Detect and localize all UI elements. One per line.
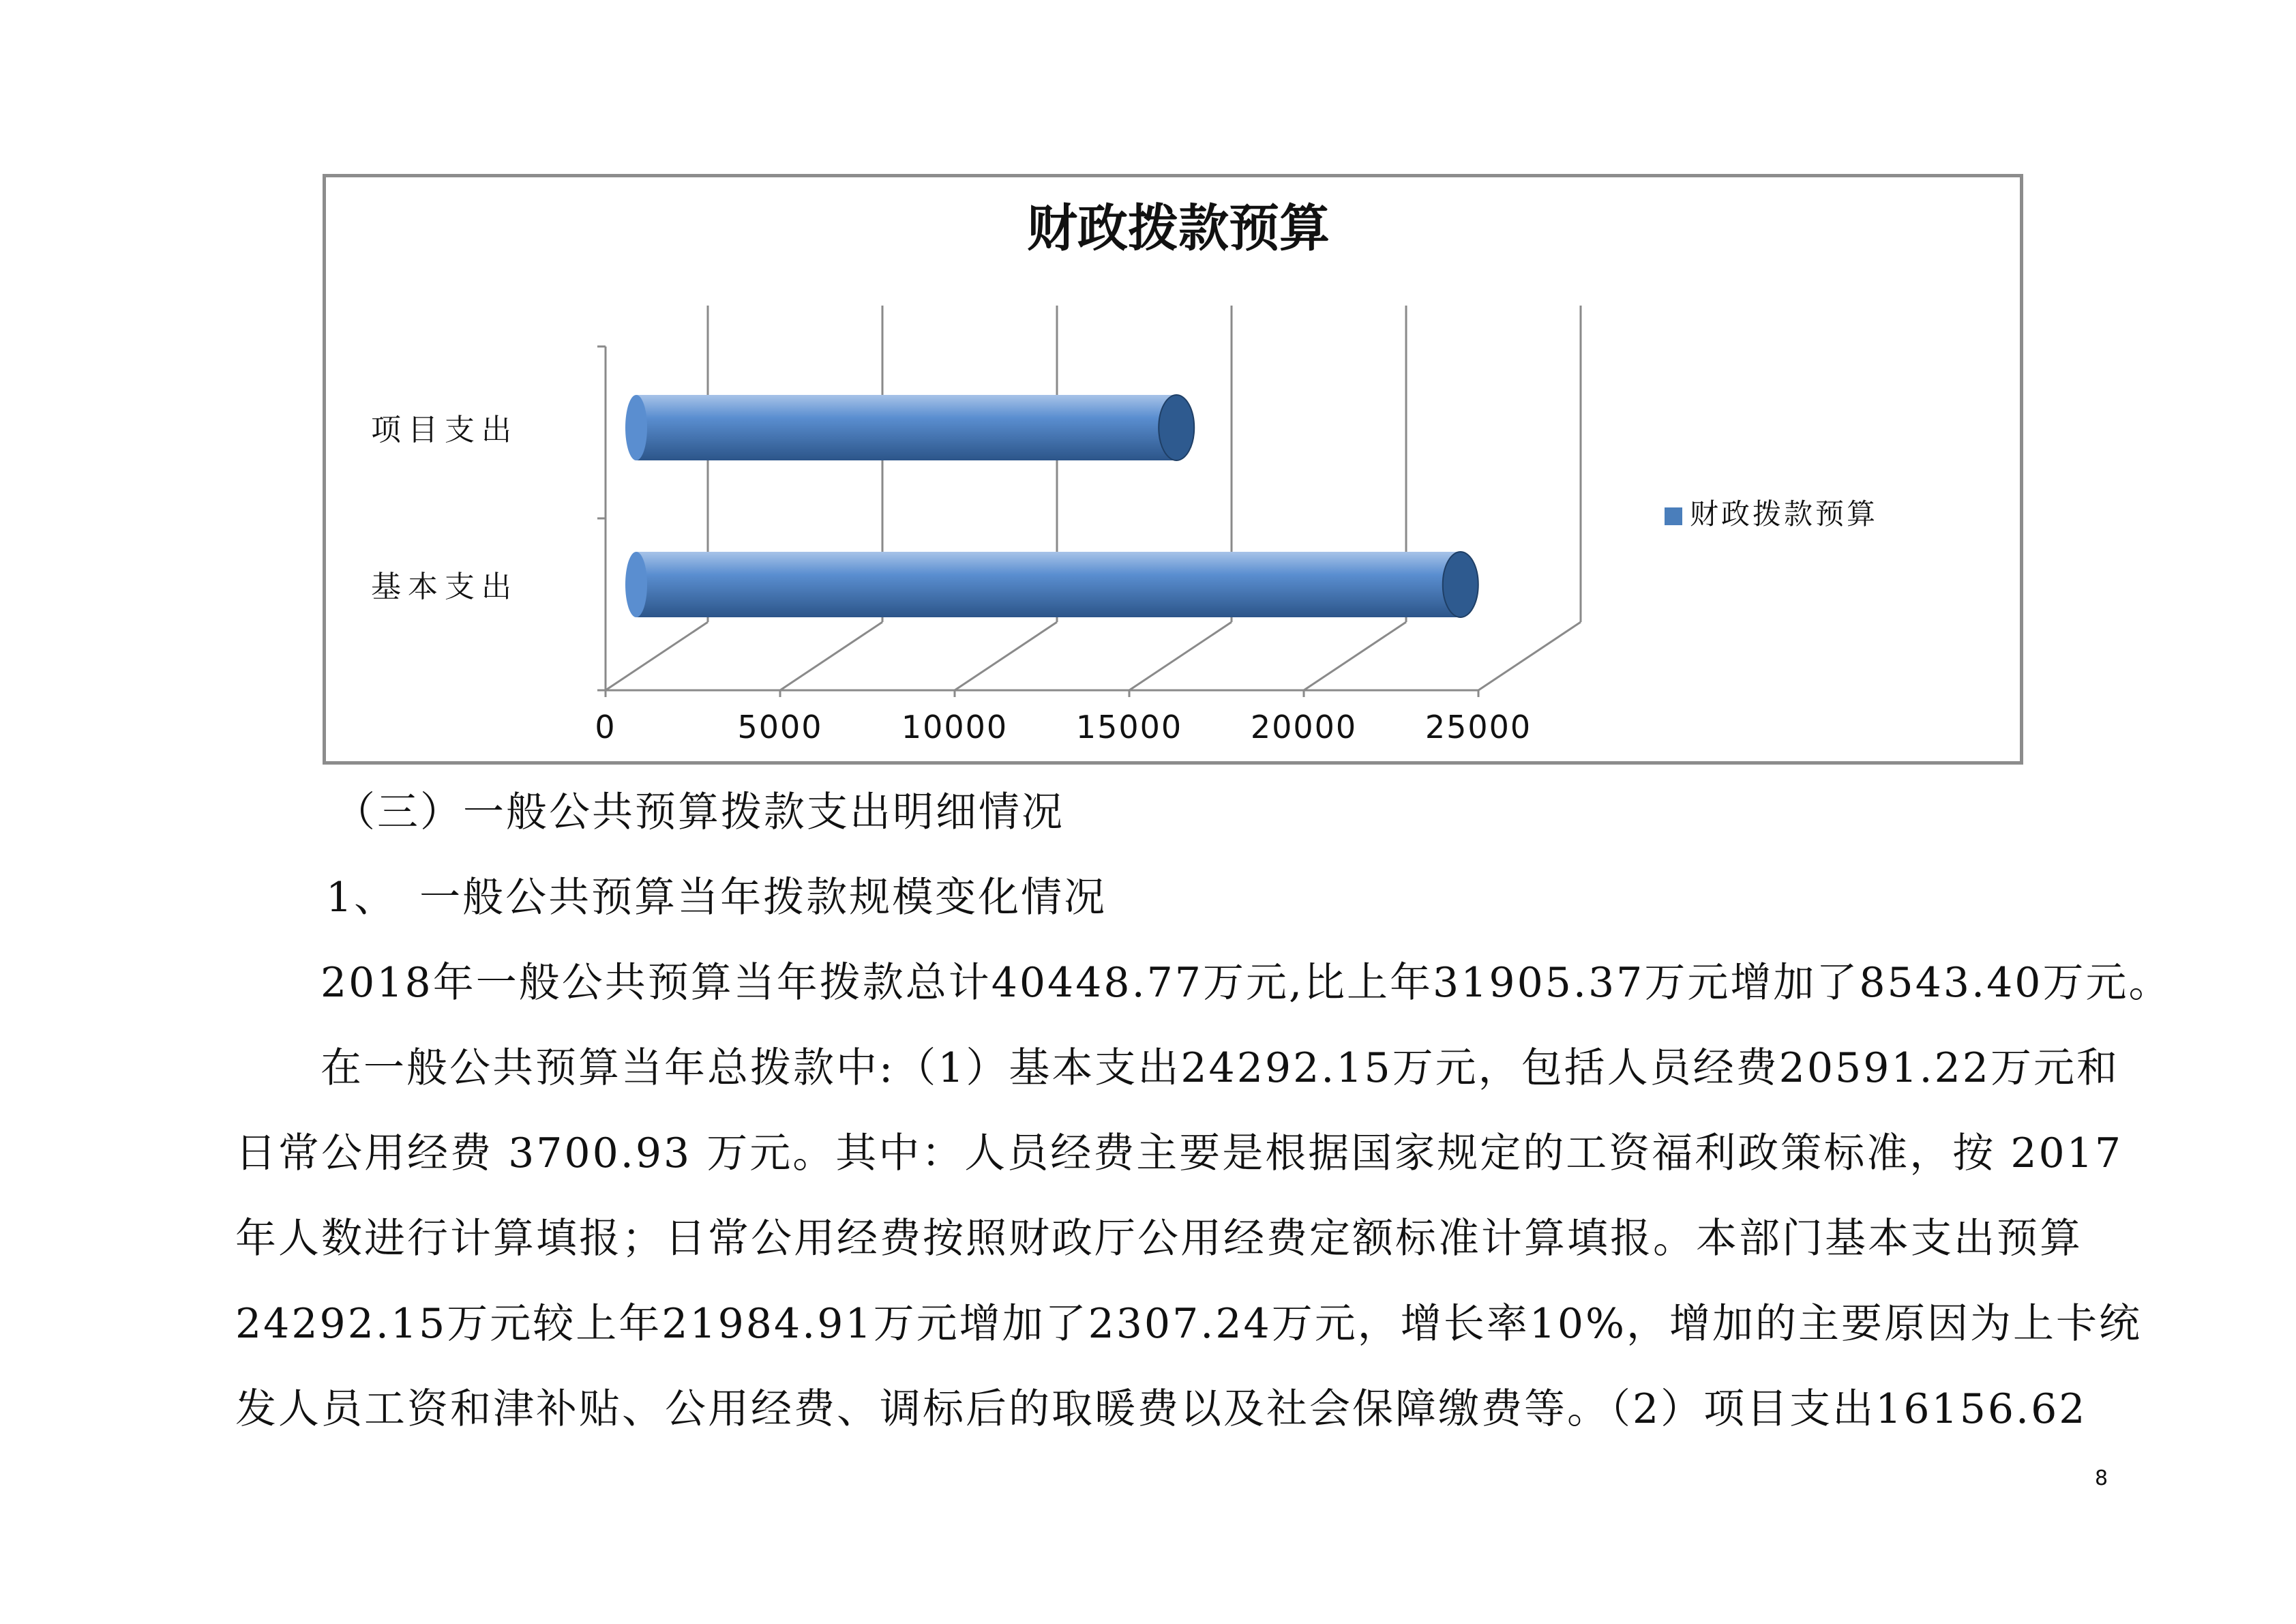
bar <box>625 395 1194 460</box>
floor-grid-diagonal <box>606 622 708 690</box>
subheading: 1、 一般公共预算当年拨款规模变化情况 <box>326 874 1107 921</box>
chart-title: 财政拨款预算 <box>1027 199 1330 258</box>
paragraph-line-5: 24292.15万元较上年21984.91万元增加了2307.24万元，增长率10%，增加的主要原因为上卡统 <box>235 1300 2143 1348</box>
floor-grid-diagonal <box>955 622 1057 690</box>
bar-start-cap <box>625 552 647 617</box>
paragraph-line-6: 发人员工资和津补贴、公用经费、调标后的取暖费以及社会保障缴费等。（2）项目支出16156.62 <box>235 1385 2087 1433</box>
y-category-label: 基本支出 <box>371 570 518 604</box>
bar-start-cap <box>625 395 647 460</box>
x-tick-label: 5000 <box>737 709 823 745</box>
page-number: 8 <box>2095 1466 2108 1490</box>
chart-container <box>323 174 2023 765</box>
bar-body <box>636 395 1176 460</box>
bar-end-cap <box>1159 395 1194 460</box>
x-tick-label: 25000 <box>1425 709 1532 745</box>
paragraph-line-2: 在一般公共预算当年总拨款中:（1）基本支出24292.15万元，包括人员经费20591.22万元和 <box>320 1044 2119 1092</box>
bar-end-cap <box>1443 552 1478 617</box>
x-tick-label: 20000 <box>1250 709 1358 745</box>
bar-chart <box>326 177 2020 761</box>
legend-swatch <box>1665 507 1682 525</box>
x-tick-label: 10000 <box>901 709 1009 745</box>
paragraph-line-3: 日常公用经费 3700.93 万元。其中：人员经费主要是根据国家规定的工资福利政策标准，按 2017 <box>235 1130 2123 1177</box>
paragraph-line-4: 年人数进行计算填报；日常公用经费按照财政厅公用经费定额标准计算填报。本部门基本支出预算 <box>235 1215 2083 1263</box>
floor-grid-diagonal <box>780 622 882 690</box>
bar-body <box>636 552 1461 617</box>
bar <box>625 552 1478 617</box>
floor-grid-diagonal <box>1304 622 1406 690</box>
floor-grid-diagonal <box>1478 622 1581 690</box>
x-tick-label: 15000 <box>1075 709 1183 745</box>
legend-label: 财政拨款预算 <box>1690 497 1879 531</box>
section-heading: （三）一般公共预算拨款支出明细情况 <box>334 788 1064 836</box>
y-category-label: 项目支出 <box>371 413 518 447</box>
floor-grid-diagonal <box>1129 622 1232 690</box>
paragraph-line-1: 2018年一般公共预算当年拨款总计40448.77万元,比上年31905.37万元增加了8543.40万元。 <box>320 959 2172 1007</box>
x-tick-label: 0 <box>595 709 616 745</box>
